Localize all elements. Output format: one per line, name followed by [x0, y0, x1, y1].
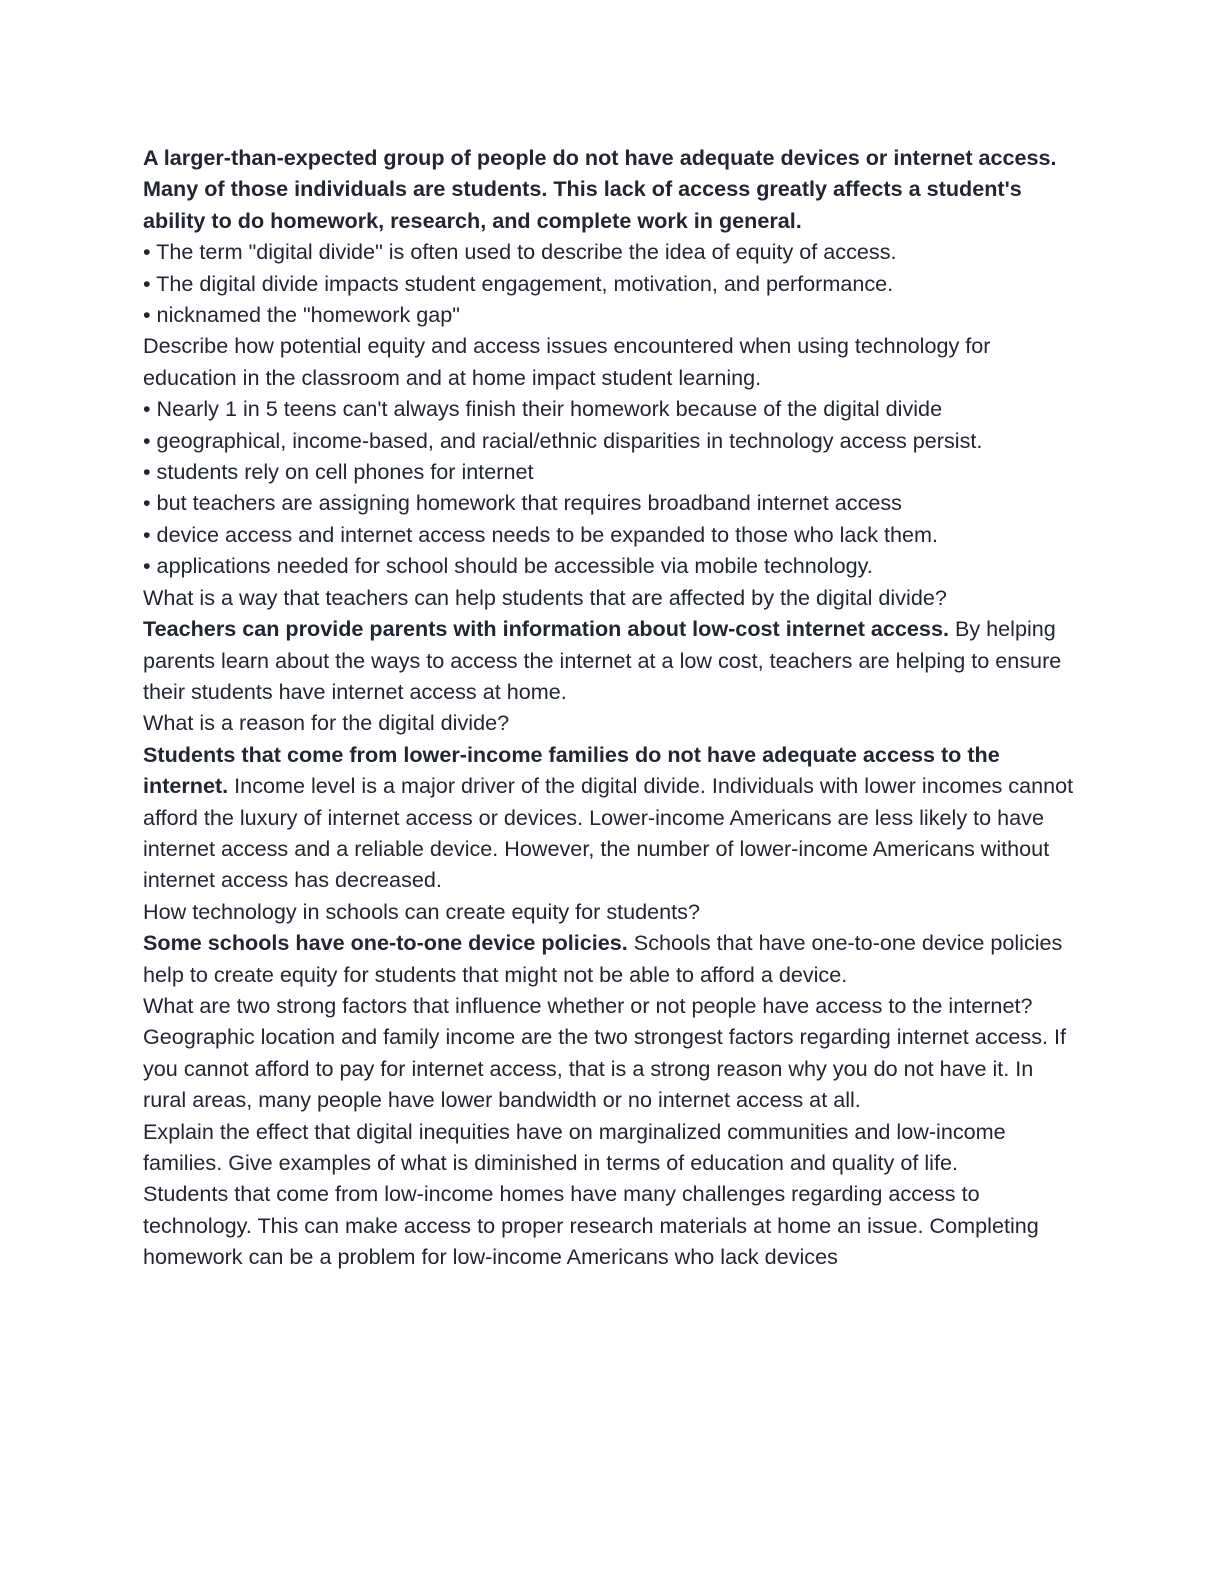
question-equity-impact: Describe how potential equity and access issues encountered when using technology for education in the classroom and at home impact student learning. [143, 333, 991, 390]
intro-bullet-1: • The term "digital divide" is often used to describe the idea of equity of access. [143, 239, 897, 265]
document-body [143, 142, 1078, 1273]
question-access-factors: What are two strong factors that influence whether or not people have access to the internet? [143, 992, 1033, 1018]
answer-school-equity [143, 927, 1078, 990]
equity-bullet-1: • Nearly 1 in 5 teens can't always finish their homework because of the digital divide [143, 396, 943, 422]
answer-divide-reason [143, 739, 1078, 896]
intro-bullet-3: • nicknamed the "homework gap" [143, 302, 460, 328]
intro-bullet-2: • The digital divide impacts student engagement, motivation, and performance. [143, 270, 894, 296]
equity-bullet-5: • device access and internet access needs to be expanded to those who lack them. [143, 521, 939, 547]
question-marginalized-effect: Explain the effect that digital inequities have on marginalized communities and low-income families. Give examples of what is diminished in terms of education and quality of life. [143, 1118, 1006, 1175]
equity-bullet-2: • geographical, income-based, and racial/ethnic disparities in technology access persist. [143, 427, 983, 453]
answer-divide-reason-bold: Students that come from lower-income families do not have adequate access to the internet. [143, 741, 1000, 799]
equity-bullet-3: • students rely on cell phones for internet [143, 459, 534, 485]
answer-marginalized-effect: Students that come from low-income homes have many challenges regarding access to technology. This can make access to proper research materials at home an issue. Completing homework can be a problem for low-income Americans who lack devices [143, 1181, 1039, 1270]
answer-school-equity-bold: Some schools have one-to-one device policies. [143, 930, 628, 956]
answer-teacher-help-text: By helping parents learn about the ways to access the internet at a low cost, teachers are helping to ensure their students have internet access at home. [143, 616, 1062, 704]
intro-paragraph: A larger-than-expected group of people do not have adequate devices or internet access. Many of those individuals are students. This lack of access greatly affects a student's ability to do homework, research, and complete work in general. [143, 145, 1057, 233]
equity-bullet-6: • applications needed for school should be accessible via mobile technology. [143, 553, 873, 579]
answer-teacher-help [143, 613, 1078, 707]
answer-teacher-help-bold: Teachers can provide parents with information about low-cost internet access. [143, 616, 949, 642]
question-divide-reason: What is a reason for the digital divide? [143, 710, 510, 736]
question-school-equity: How technology in schools can create equity for students? [143, 898, 700, 924]
answer-school-equity-text: Schools that have one-to-one device policies help to create equity for students that might not be able to afford a device. [143, 930, 1063, 987]
question-teacher-help: What is a way that teachers can help students that are affected by the digital divide? [143, 584, 947, 610]
equity-bullet-4: • but teachers are assigning homework that requires broadband internet access [143, 490, 902, 516]
answer-divide-reason-text: Income level is a major driver of the digital divide. Individuals with lower incomes cannot afford the luxury of internet access or devices. Lower-income Americans are less likely to have internet access and a reliable device. However, the number of lower-income Americans without internet access has decreased. [143, 773, 1074, 893]
answer-access-factors: Geographic location and family income are the two strongest factors regarding internet access. If you cannot afford to pay for internet access, that is a strong reason why you do not have it. In rural areas, many people have lower bandwidth or no internet access at all. [143, 1024, 1067, 1113]
